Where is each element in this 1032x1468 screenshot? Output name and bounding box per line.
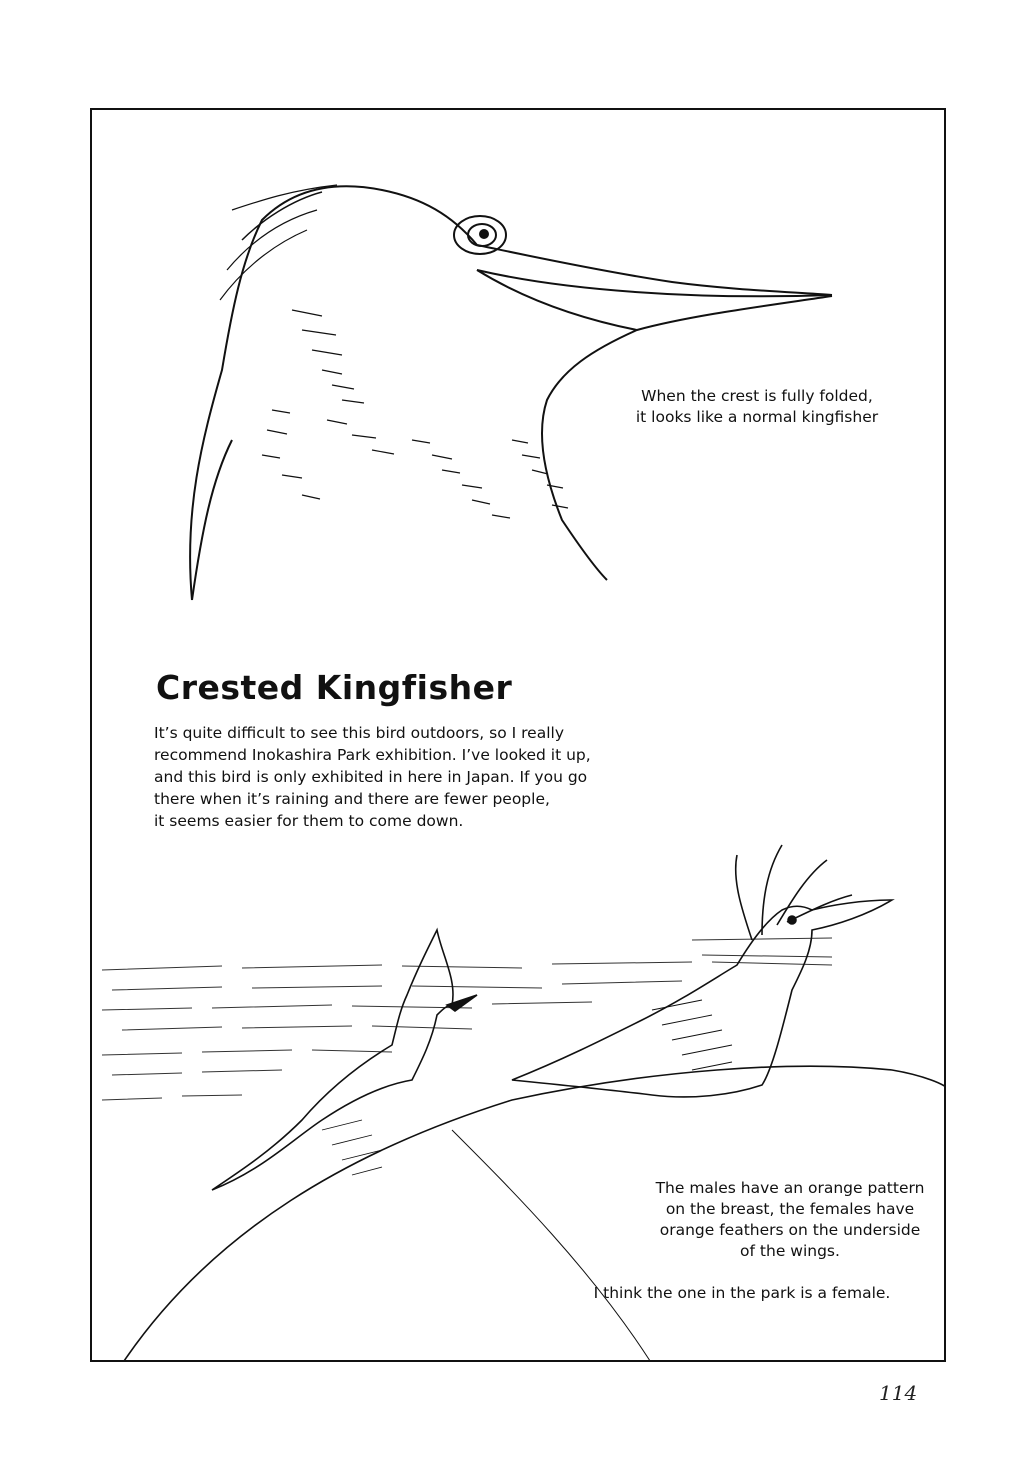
description-text [154, 722, 654, 832]
description-line: it seems easier for them to come down. [154, 812, 464, 830]
manga-panel [90, 108, 946, 1362]
crest-folded-caption [607, 386, 907, 428]
park-female-caption: I think the one in the park is a female. [593, 1284, 891, 1302]
caption-line: orange feathers on the underside [659, 1221, 921, 1239]
caption-line: The males have an orange pattern [655, 1179, 925, 1197]
page-title: Crested Kingfisher [156, 668, 513, 707]
page-number: 114 [879, 1381, 918, 1405]
caption-line: on the breast, the females have [665, 1200, 915, 1218]
description-line: and this bird is only exhibited in here in Japan. If you go [154, 768, 588, 786]
caption-line: it looks like a normal kingfisher [635, 408, 879, 426]
description-line: recommend Inokashira Park exhibition. I’ve looked it up, [154, 746, 591, 764]
description-line: there when it’s raining and there are fewer people, [154, 790, 550, 808]
description-line: It’s quite difficult to see this bird outdoors, so I really [154, 724, 564, 742]
sexes-caption [645, 1178, 935, 1262]
caption-line: When the crest is fully folded, [641, 387, 873, 405]
caption-line: of the wings. [740, 1242, 840, 1260]
